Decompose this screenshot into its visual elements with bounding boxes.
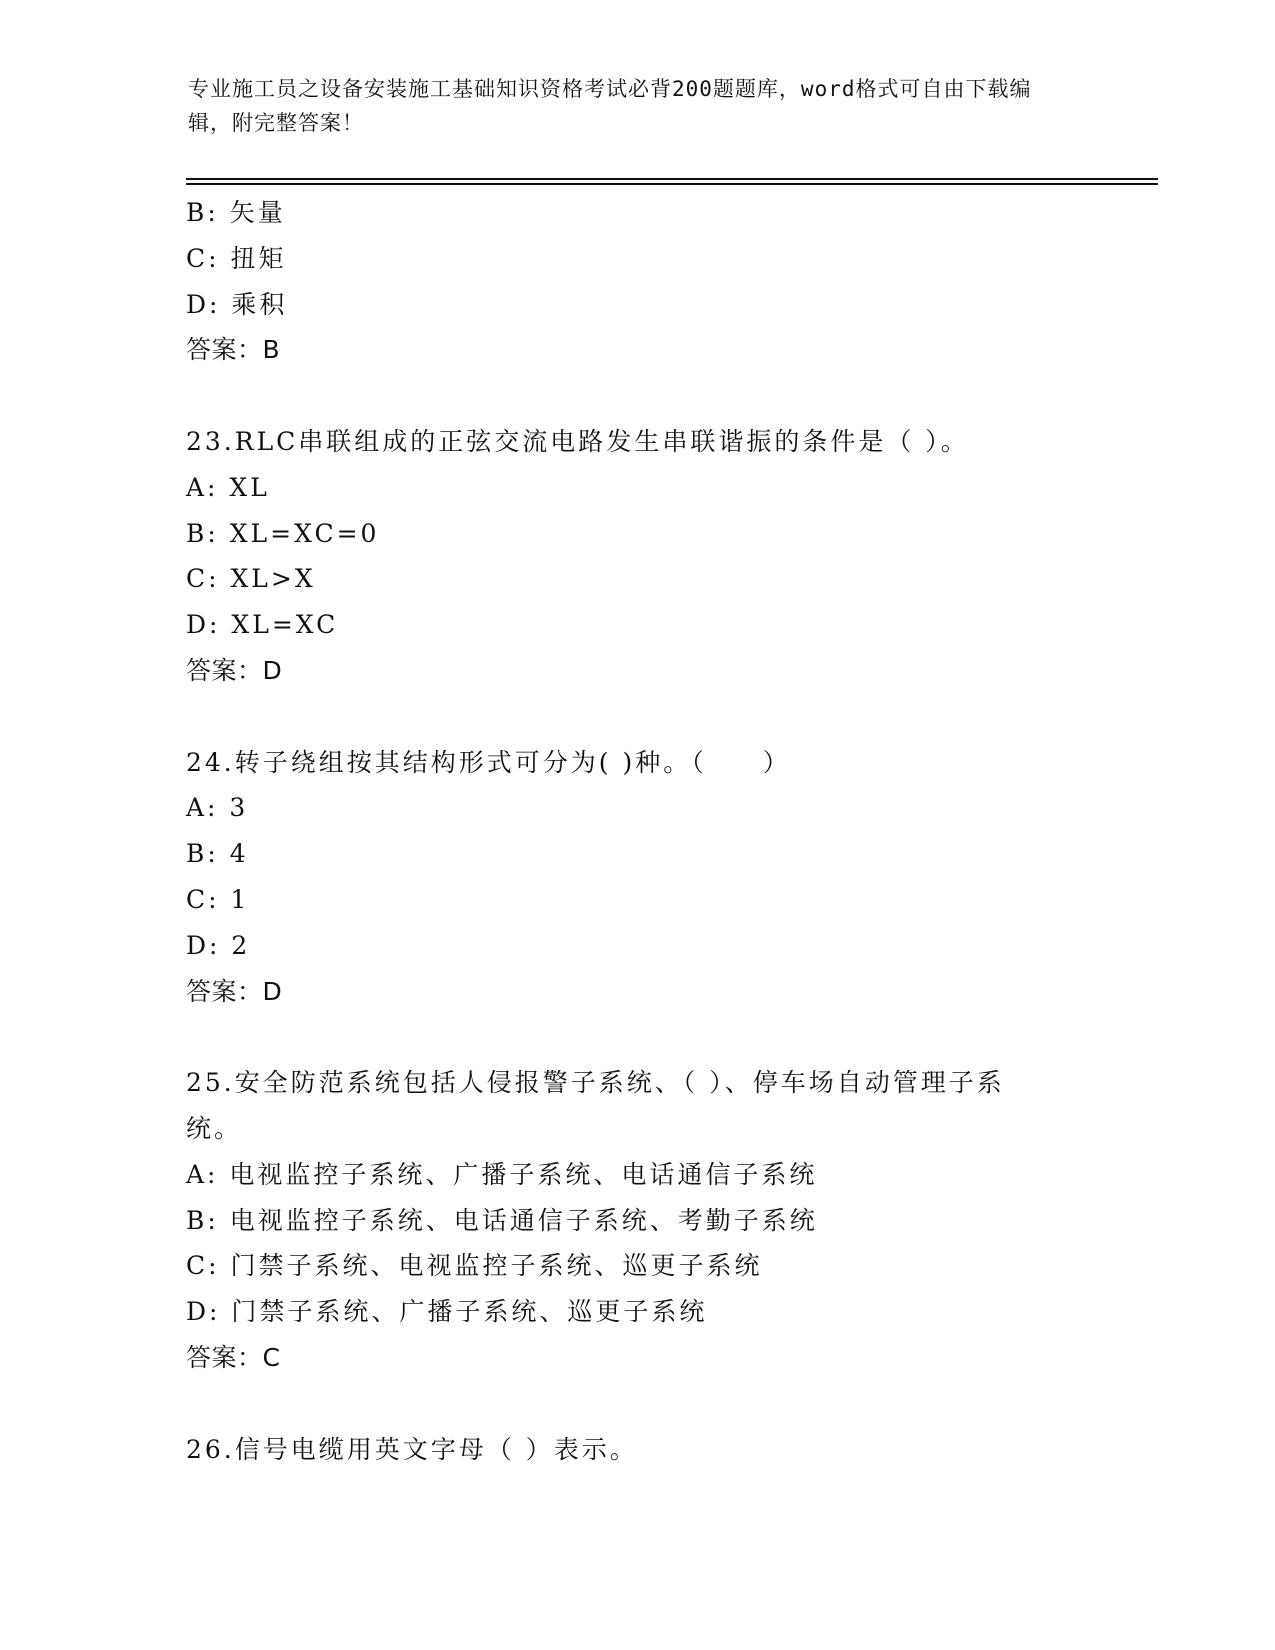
option-a: A: 电视监控子系统、广播子系统、电话通信子系统 xyxy=(186,1159,818,1189)
answer-line: 答案：D xyxy=(186,976,283,1006)
option-c: C: 扭矩 xyxy=(186,243,287,273)
question-content xyxy=(186,190,1126,1472)
option-a: A: 3 xyxy=(186,793,249,823)
answer-line: 答案：B xyxy=(186,335,281,365)
option-d: D: 门禁子系统、广播子系统、巡更子系统 xyxy=(186,1297,708,1327)
option-b: B: 电视监控子系统、电话通信子系统、考勤子系统 xyxy=(186,1205,818,1235)
header-rule-bottom xyxy=(186,183,1158,185)
option-d: D: XL=XC xyxy=(186,610,339,640)
question-23: 23.RLC串联组成的正弦交流电路发生串联谐振的条件是（ ）。 xyxy=(186,426,969,456)
option-c: C: 1 xyxy=(186,884,250,914)
option-b: B: 4 xyxy=(186,839,249,869)
option-b: B: XL=XC=0 xyxy=(186,518,380,548)
spacer xyxy=(186,694,1126,740)
option-d: D: 2 xyxy=(186,930,251,960)
option-a: A: XL xyxy=(186,472,270,502)
answer-line: 答案：D xyxy=(186,655,283,685)
spacer xyxy=(186,1381,1126,1427)
question-26: 26.信号电缆用英文字母（ ）表示。 xyxy=(186,1434,638,1464)
option-d: D: 乘积 xyxy=(186,289,288,319)
header-rule-top xyxy=(186,178,1158,180)
question-24: 24.转子绕组按其结构形式可分为( )种。（ ） xyxy=(186,747,791,777)
option-b: B: 矢量 xyxy=(186,198,286,227)
spacer xyxy=(186,1014,1126,1060)
option-c: C: XL>X xyxy=(186,564,316,594)
question-25-line-2: 统。 xyxy=(186,1113,243,1143)
document-header: 专业施工员之设备安装施工基础知识资格考试必背200题题库，word格式可自由下载编辑，附完整答案！ xyxy=(188,77,1032,135)
option-c: C: 门禁子系统、电视监控子系统、巡更子系统 xyxy=(186,1251,763,1281)
spacer xyxy=(186,373,1126,419)
answer-line: 答案：C xyxy=(186,1342,281,1372)
question-25-line-1: 25.安全防范系统包括人侵报警子系统、（ ）、停车场自动管理子系 xyxy=(186,1068,1005,1098)
